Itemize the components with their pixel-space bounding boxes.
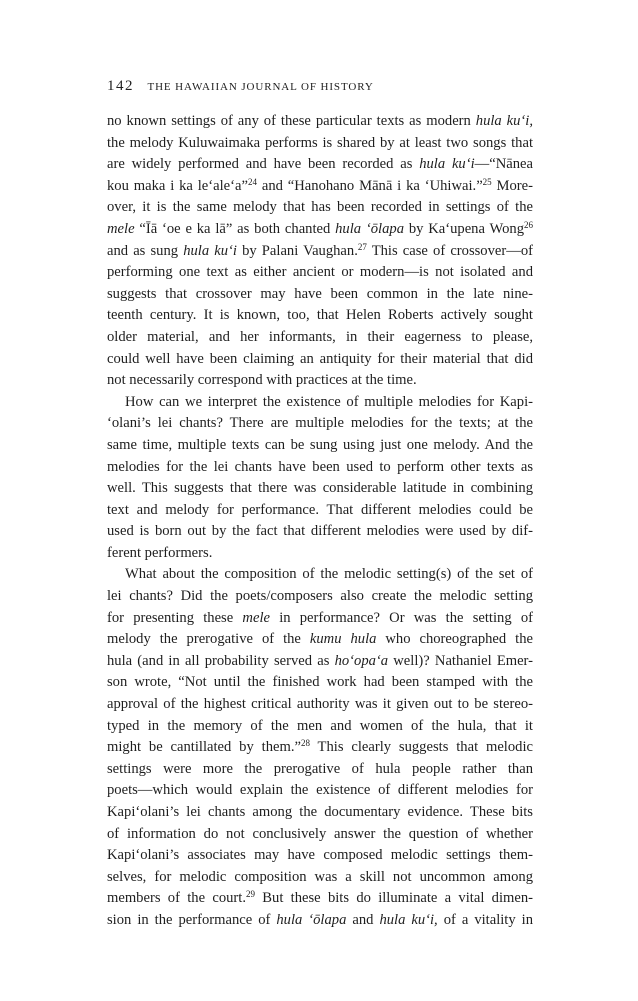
- text-line: [107, 241, 533, 263]
- text-run: poets—which would explain the existence of different melodies for: [107, 782, 533, 799]
- footnote-ref: 26: [524, 219, 534, 230]
- text-run: hula (and in all probability served as: [107, 652, 335, 669]
- footnote-ref: 25: [482, 176, 492, 187]
- text-line: [107, 759, 533, 781]
- text-run: More-: [491, 177, 534, 194]
- text-line: [107, 197, 533, 219]
- text-run: over, it is the same melody that has been recorded in settings of the: [107, 199, 533, 216]
- text-line: [107, 219, 533, 241]
- text-run: Kapi‘olani’s associates may have composed melodic settings them-: [107, 847, 533, 864]
- text-line: [107, 780, 533, 802]
- text-run: How can we interpret the existence of multiple melodies for Kapi-: [125, 393, 533, 410]
- text-run: who choreographed the: [376, 631, 533, 648]
- text-run: ferent performers.: [107, 544, 213, 561]
- text-line: [107, 888, 533, 910]
- text-run: —“Nānea: [474, 156, 533, 173]
- body-text: [107, 111, 533, 932]
- text-line: [107, 694, 533, 716]
- text-run: members of the court.: [107, 890, 246, 907]
- text-run: settings were more the prerogative of hula people rather than: [107, 760, 533, 777]
- text-run: teenth century. It is known, too, that Helen Roberts actively sought: [107, 307, 533, 324]
- text-run: But these bits do illuminate a vital dimen-: [255, 890, 533, 907]
- text-line: [107, 586, 533, 608]
- text-run: no known settings of any of these particular texts as modern: [107, 113, 476, 129]
- text-line: [107, 543, 533, 565]
- text-line: [107, 651, 533, 673]
- text-run: approval of the highest critical authority was it given out to be stereo-: [107, 696, 533, 713]
- text-line: [107, 435, 533, 457]
- text-run: son wrote, “Not until the finished work had been stamped with the: [107, 674, 533, 691]
- text-line: [107, 133, 533, 155]
- journal-title: THE HAWAIIAN JOURNAL OF HISTORY: [147, 81, 374, 93]
- text-line: [107, 802, 533, 824]
- text-line: [107, 457, 533, 479]
- text-run: by Ka‘upena Wong: [404, 220, 525, 237]
- running-head: [107, 78, 533, 95]
- text-run: lei chants? Did the poets/composers also create the melodic setting: [107, 588, 533, 605]
- text-run: suggests that crossover may have been common in the late nine-: [107, 285, 533, 302]
- text-line: [107, 478, 533, 500]
- text-run: same time, multiple texts can be sung using just one melody. And the: [107, 436, 533, 453]
- text-run: performing one text as either ancient or modern—is not isolated and: [107, 264, 533, 281]
- italic-term: hula ku‘i: [419, 156, 475, 173]
- italic-term: hula ‘ōlapa: [335, 220, 404, 237]
- text-line: [107, 608, 533, 630]
- text-run: older material, and her informants, in their eagerness to please,: [107, 328, 533, 345]
- text-line: [107, 845, 533, 867]
- text-run: of a vitality in: [437, 911, 533, 928]
- text-run: might be cantillated by them.”: [107, 739, 301, 756]
- text-line: [107, 305, 533, 327]
- footnote-ref: 27: [357, 241, 367, 252]
- text-line: [107, 327, 533, 349]
- text-run: for presenting these: [107, 609, 243, 626]
- text-line: [107, 284, 533, 306]
- italic-term: hula ku‘i,: [379, 911, 438, 928]
- text-run: well)? Nathaniel Emer-: [388, 652, 533, 669]
- text-run: could well have been claiming an antiquity for their material that did: [107, 350, 533, 367]
- text-run: melody the prerogative of the: [107, 631, 310, 648]
- text-run: kou maka i ka le‘ale‘a”: [107, 177, 248, 194]
- text-line: [107, 716, 533, 738]
- text-run: text and melody for performance. That different melodies could be: [107, 501, 533, 518]
- text-run: well. This suggests that there was considerable latitude in combining: [107, 480, 533, 497]
- text-line: [107, 176, 533, 198]
- page-number: 142: [107, 78, 134, 94]
- text-run: and as sung: [107, 242, 184, 259]
- text-line: [107, 824, 533, 846]
- text-run: sion in the performance of: [107, 911, 277, 928]
- text-line: [107, 262, 533, 284]
- italic-term: hula ku‘i: [183, 242, 237, 259]
- footnote-ref: 29: [246, 889, 255, 900]
- text-run: and: [346, 911, 380, 928]
- text-line: [107, 111, 533, 133]
- text-line: [107, 349, 533, 371]
- text-line: [107, 737, 533, 759]
- text-run: selves, for melodic composition was a skill not uncommon among: [107, 868, 533, 885]
- text-run: What about the composition of the melodic setting(s) of the set of: [125, 566, 533, 583]
- footnote-ref: 28: [300, 738, 310, 749]
- text-line: [107, 392, 533, 414]
- text-run: typed in the memory of the men and women of the hula, that it: [107, 717, 533, 734]
- text-run: of information do not conclusively answer the question of whether: [107, 825, 533, 842]
- text-run: not necessarily correspond with practices at the time.: [107, 372, 417, 389]
- italic-term: mele: [242, 609, 270, 626]
- text-run: “Īā ‘oe e ka lā” as both chanted: [134, 220, 336, 237]
- text-run: This case of crossover—of: [366, 242, 533, 259]
- footnote-ref: 24: [247, 176, 257, 187]
- book-page: [107, 78, 533, 932]
- text-line: [107, 413, 533, 435]
- text-run: by Palani Vaughan.: [236, 242, 358, 259]
- italic-term: ho‘opa‘a: [334, 652, 389, 669]
- text-line: [107, 672, 533, 694]
- text-run: the melody Kuluwaimaka performs is shared by at least two songs that: [107, 134, 533, 151]
- text-run: are widely performed and have been recorded as: [107, 156, 420, 173]
- italic-term: hula ku‘i,: [475, 113, 533, 129]
- text-line: [107, 629, 533, 651]
- text-run: used is born out by the fact that different melodies were used by dif-: [107, 523, 533, 540]
- italic-term: mele: [107, 220, 135, 237]
- text-run: ‘olani’s lei chants? There are multiple melodies for the texts; at the: [107, 415, 533, 432]
- text-run: in performance? Or was the setting of: [269, 609, 533, 626]
- text-line: [107, 154, 533, 176]
- text-line: [107, 564, 533, 586]
- text-run: and “Hanohano Mānā i ka ‘Uhiwai.”: [256, 177, 483, 194]
- text-line: [107, 867, 533, 889]
- text-run: Kapi‘olani’s lei chants among the documentary evidence. These bits: [107, 804, 533, 820]
- text-line: [107, 500, 533, 522]
- text-run: melodies for the lei chants have been used to perform other texts as: [107, 458, 533, 475]
- text-line: [107, 521, 533, 543]
- text-line: [107, 370, 533, 392]
- italic-term: kumu hula: [309, 631, 377, 648]
- text-run: This clearly suggests that melodic: [309, 739, 533, 756]
- italic-term: hula ‘ōlapa: [276, 911, 347, 928]
- text-line: [107, 910, 533, 932]
